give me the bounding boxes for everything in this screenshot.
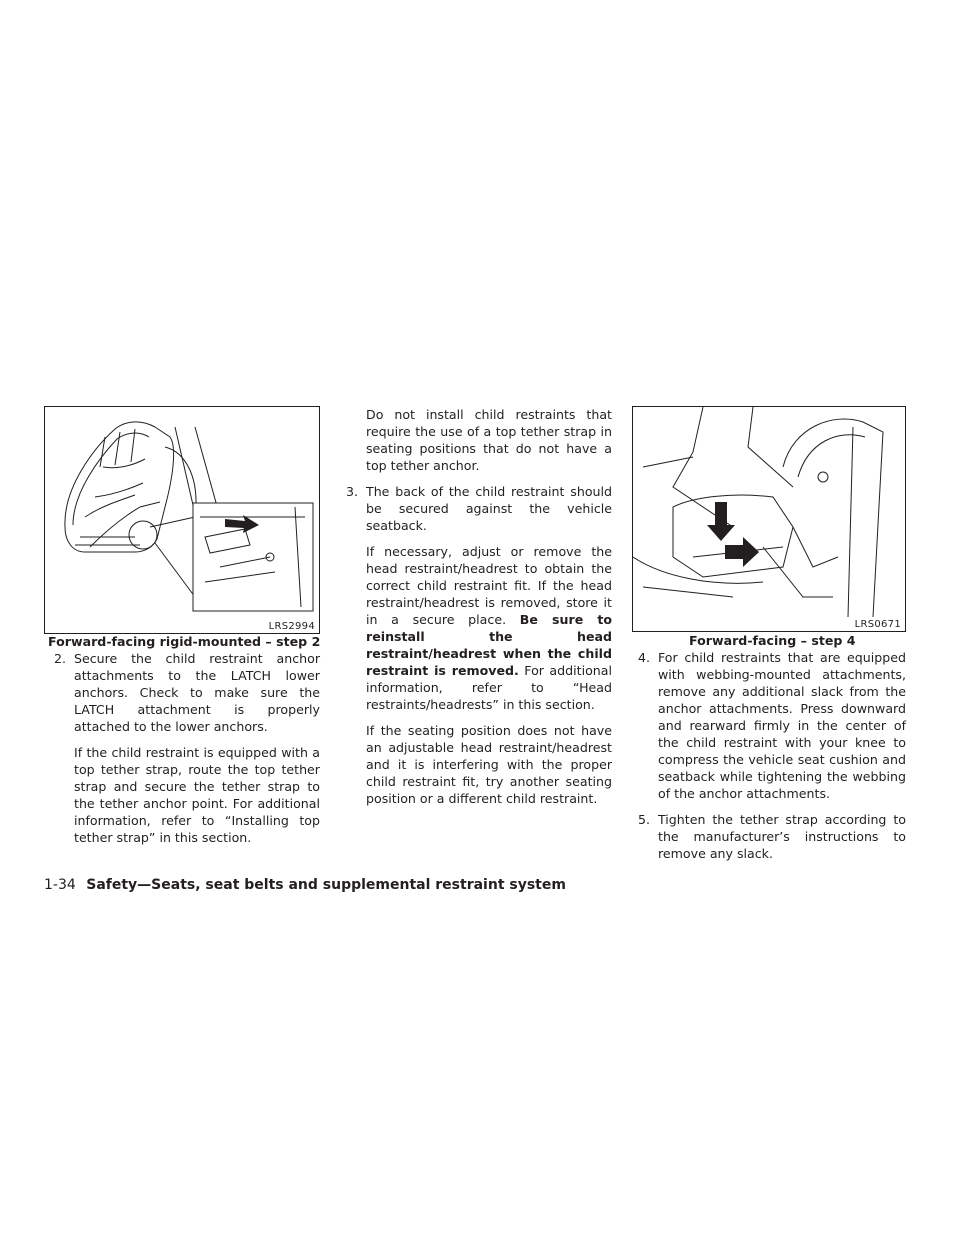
top-tether-note: Do not install child restraints that require the use of a top tether strap in seating positions that do not have a top tether anchor. bbox=[366, 407, 612, 473]
step-number: 3. bbox=[346, 484, 359, 499]
knee-press-illustration bbox=[633, 407, 905, 631]
step-3 bbox=[340, 483, 612, 534]
step-text: Tighten the tether strap according to the manufacturer’s instructions to remove any slack. bbox=[658, 812, 906, 861]
headrest-text: If necessary, adjust or remove the head restraint/headrest to obtain the correct child restraint fit. If the head restraint/headrest is removed, store it in a secure place. bbox=[366, 544, 612, 627]
reinstall-warning: Be sure to reinstall the head restraint/headrest when the child restraint is removed. bbox=[366, 612, 612, 678]
page-footer bbox=[44, 877, 566, 893]
step-5 bbox=[632, 811, 906, 862]
section-title: Safety—Seats, seat belts and supplemental restraint system bbox=[86, 877, 566, 893]
step-3-alternative-paragraph: If the seating position does not have an adjustable head restraint/headrest and it is interfering with the proper child restraint fit, try another seating position or a different child restraint. bbox=[366, 723, 612, 806]
child-seat-illustration bbox=[45, 407, 319, 633]
step-number: 2. bbox=[54, 651, 67, 666]
page-number: 1-34 bbox=[44, 877, 76, 893]
figure-child-seat-latch bbox=[44, 406, 320, 634]
step-text: The back of the child restraint should be secured against the vehicle seatback. bbox=[366, 484, 612, 533]
step-number: 5. bbox=[638, 812, 651, 827]
figure-caption: Forward-facing – step 4 bbox=[689, 633, 856, 648]
figure-code: LRS0671 bbox=[854, 619, 901, 630]
column-1 bbox=[48, 650, 320, 855]
column-3 bbox=[632, 649, 906, 871]
step-number: 4. bbox=[638, 650, 651, 665]
step-4 bbox=[632, 649, 906, 802]
figure-code: LRS2994 bbox=[268, 621, 315, 632]
step-2 bbox=[48, 650, 320, 735]
column-2 bbox=[340, 406, 612, 816]
figure-caption: Forward-facing rigid-mounted – step 2 bbox=[48, 634, 321, 649]
step-3-headrest-paragraph bbox=[340, 543, 612, 713]
figure-child-seat-knee bbox=[632, 406, 906, 632]
step-2-note: If the child restraint is equipped with a top tether strap, route the top tether strap and secure the tether strap to the tether anchor point. For additional information, refer to “Installing top tether strap” in this section. bbox=[74, 745, 320, 845]
step-text: For child restraints that are equipped with webbing-mounted attachments, remove any additional slack from the anchor attachments. Press downward and rearward firmly in the center of the child restraint with your knee to compress the vehicle seat cushion and seatback while tightening the webbing of the anchor attachments. bbox=[658, 650, 906, 801]
headrest-reference: For additional information, refer to “Head restraints/headrests” in this section. bbox=[366, 663, 612, 712]
step-text: Secure the child restraint anchor attachments to the LATCH lower anchors. Check to make sure the LATCH attachment is properly attached to the lower anchors. bbox=[74, 651, 320, 734]
